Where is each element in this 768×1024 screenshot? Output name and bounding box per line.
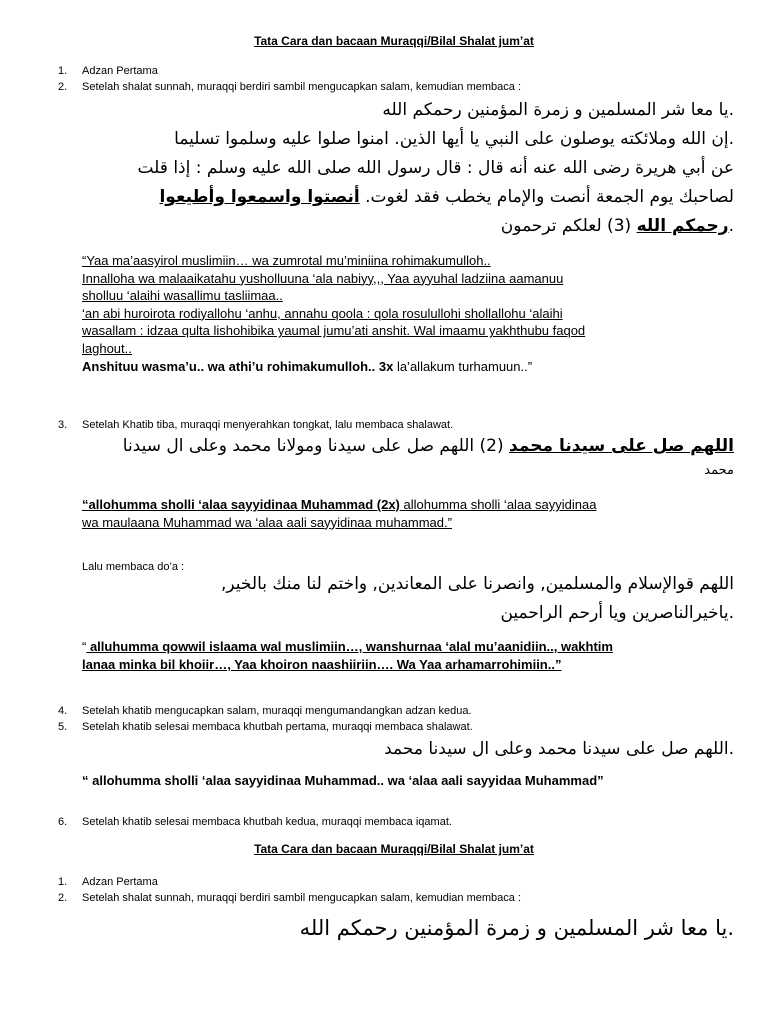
arabic-salam-block (58, 96, 734, 241)
latin-shalawat-2 (58, 772, 734, 790)
arabic-shalawat-block (58, 432, 734, 481)
step-2: 2. Setelah shalat sunnah, muraqqi berdiri sambil mengucapkan salam, kemudian membaca : (58, 81, 522, 93)
arabic-line: .ياخيرالناصرين ويا أرحم الراحمين (500, 603, 734, 623)
latin-line: Innalloha wa malaaikatahu yusholluuna ‘ala nabiyy,,, Yaa ayyuhal ladziina aamanuu (82, 270, 564, 286)
steps-list-1 (58, 63, 734, 95)
arabic-underlined-phrase: اللهم صل على سيدنا محمد (509, 436, 734, 456)
section-2 (58, 417, 734, 433)
step-5: 5. Setelah khatib selesai membaca khutbah pertama, muraqqi membaca shalawat. (58, 721, 473, 733)
arabic-line: اللهم قوالإسلام والمسلمين, وانصرنا على المعاندين, واختم لنا منك بالخير, (221, 574, 734, 594)
latin-line: lanaa minka bil khoiir…, Yaa khoiron naashiiriin…. Wa Yaa arhamarrohimiin..” (82, 656, 562, 672)
section-1 (58, 63, 734, 95)
latin-line: ‘an abi huroirota rodiyallohu ‘anhu, annahu qoola : qola rosulullohi shollallohu ‘alaihi (82, 305, 563, 321)
step-2-repeat: 2. Setelah shalat sunnah, muraqqi berdiri sambil mengucapkan salam, kemudian membaca : (58, 892, 522, 904)
latin-line: sholluu ‘alaihi wasallimu tasliimaa.. (82, 288, 283, 304)
step-3: 3. Setelah Khatib tiba, muraqqi menyerahkan tongkat, lalu membaca shalawat. (58, 419, 454, 431)
step-6: 6. Setelah khatib selesai membaca khutbah kedua, muraqqi membaca iqamat. (58, 816, 452, 828)
step-1: 1. Adzan Pertama (58, 65, 158, 77)
latin-line: laghout.. (82, 340, 132, 356)
arabic-line: .يا معا شر المسلمين و زمرة المؤمنين رحمكم الله (299, 916, 734, 940)
latin-line: Anshituu wasma’u.. wa athi’u rohimakumulloh.. 3x la’allakum turhamuun..” (82, 358, 533, 374)
document-title: Tata Cara dan bacaan Muraqqi/Bilal Shalat jum’at (254, 34, 534, 48)
step-4: 4. Setelah khatib mengucapkan salam, muraqqi mengumandangkan adzan kedua. (58, 705, 472, 717)
arabic-underlined-phrase: رحمكم الله (636, 216, 729, 236)
arabic-bold-phrase: أنصتوا واسمعوا وأطيعوا (159, 187, 360, 207)
latin-salam-block (58, 252, 734, 375)
doa-label: Lalu membaca do’a : (82, 561, 185, 573)
latin-line: wasallam : idzaa qulta lishohibika yaumal jumu’ati anshit. Wal imaamu yakhthubu faqod (82, 323, 586, 339)
arabic-line: .اللهم صل على سيدنا محمد وعلى ال سيدنا محمد (384, 739, 734, 759)
latin-doa-block (58, 638, 734, 673)
arabic-line: عن أبي هريرة رضى الله عنه أنه قال : قال رسول الله صلى الله عليه وسلم : إذا قلت (137, 158, 734, 178)
latin-line: “ allohumma sholli ‘alaa sayyidinaa Muhammad.. wa ‘alaa aali sayyidaa Muhammad” (82, 773, 604, 788)
step-6-block (58, 814, 734, 830)
latin-line: “allohumma sholli ‘alaa sayyidinaa Muhammad (2x) allohumma sholli ‘alaa sayyidinaa (82, 497, 597, 512)
step-1-repeat: 1. Adzan Pertama (58, 876, 158, 888)
document-title-repeat: Tata Cara dan bacaan Muraqqi/Bilal Shalat jum’at (254, 842, 534, 856)
arabic-doa-block (58, 570, 734, 628)
arabic-salam-repeat (58, 910, 734, 946)
latin-bold-phrase: “allohumma sholli ‘alaa sayyidinaa Muhammad (2x) (82, 497, 400, 512)
arabic-line: اللهم صل على سيدنا محمد (2) اللهم صل على سيدنا ومولانا محمد وعلى ال سيدنا (122, 436, 734, 456)
latin-line: wa maulaana Muhammad wa ‘alaa aali sayyidinaa muhammad.” (82, 514, 452, 530)
arabic-line: .يا معا شر المسلمين و زمرة المؤمنين رحمكم الله (382, 100, 734, 120)
section-3 (58, 703, 734, 735)
arabic-line: .رحمكم الله (3) لعلكم ترحمون (500, 216, 734, 236)
arabic-line: محمد (704, 463, 734, 478)
latin-line: “ alluhumma qowwil islaama wal muslimiin…, wanshurnaa ‘alal mu’aanidiin.., wakhtim (82, 639, 613, 654)
latin-line: “Yaa ma’aasyirol muslimiin… wa zumrotal mu’miniina rohimakumulloh.. (82, 253, 491, 268)
arabic-line: .إن الله وملائكته يوصلون على النبي يا أيها الذين. امنوا صلوا عليه وسلموا تسليما (174, 129, 734, 149)
arabic-shalawat-2 (58, 735, 734, 764)
latin-bold-phrase: Anshituu wasma’u.. wa athi’u rohimakumulloh.. 3x (82, 358, 394, 374)
section-repeat (58, 874, 734, 906)
latin-shalawat-block (58, 496, 734, 531)
arabic-line: لصاحبك يوم الجمعة أنصت والإمام يخطب فقد لغوت. أنصتوا واسمعوا وأطيعوا (159, 187, 734, 207)
